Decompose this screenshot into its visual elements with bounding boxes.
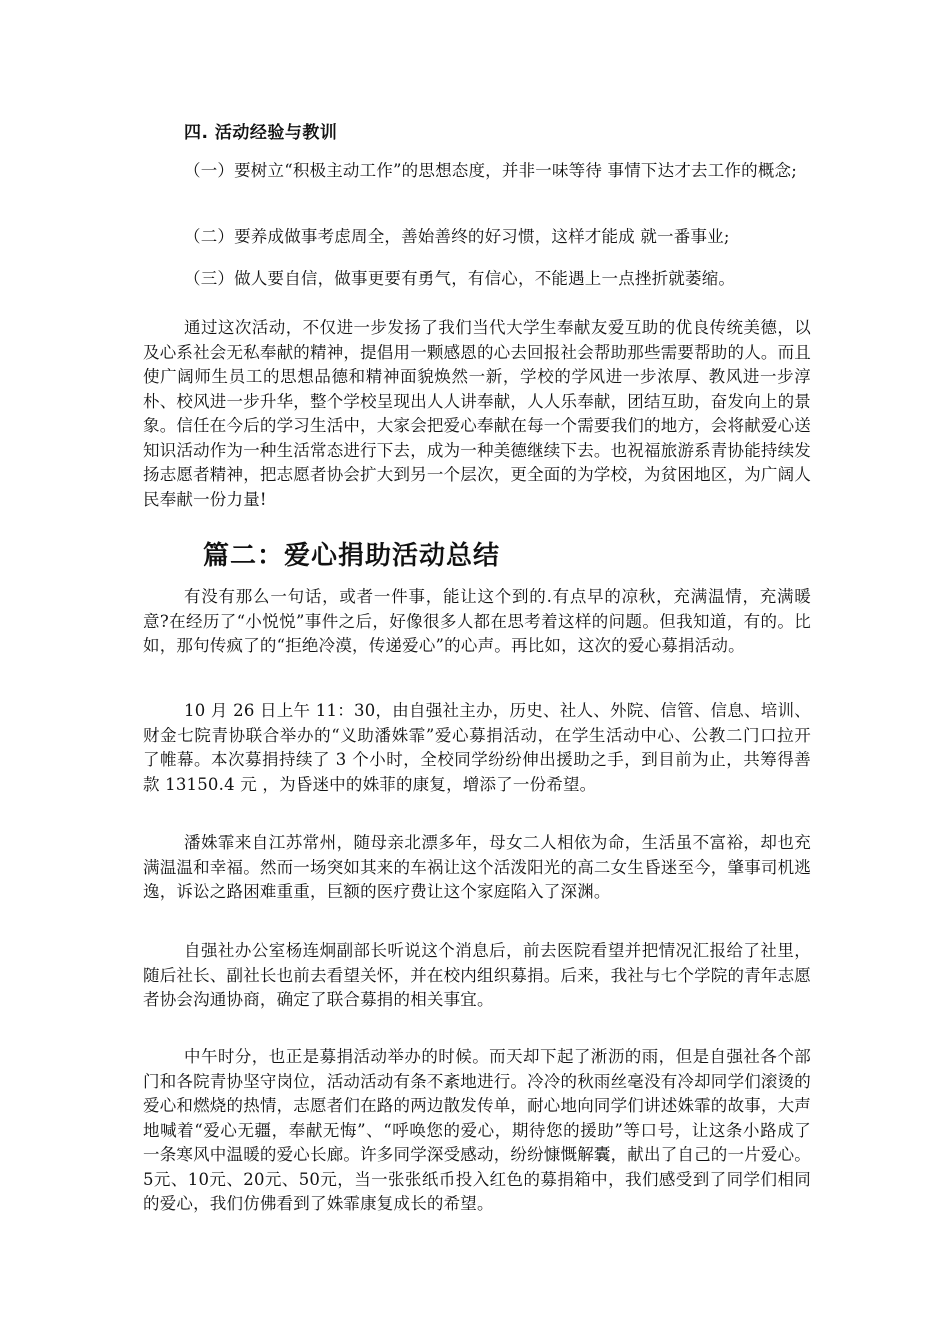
- conclusion-paragraph: [143, 316, 811, 512]
- lesson-item-2-text: （二）要养成做事考虑周全，善始善终的好习惯，这样才能成 就一番事业;: [184, 227, 730, 246]
- conclusion-text: 通过这次活动，不仅进一步发扬了我们当代大学生奉献友爱互助的优良传统美德，以及心系社会无私奉献的精神，提倡用一颗感恩的心去回报社会帮助那些需要帮助的人。而且使广阔师生员工的思想品德和精神面貌焕然一新，学校的学风进一步浓厚、教风进一步淳朴、校风进一步升华，整个学校呈现出人人讲奉献，人人乐奉献，团结互助，奋发向上的景象。信任在今后的学习生活中，大家会把爱心奉献在每一个需要我们的地方，会将献爱心送知识活动作为一种生活常态进行下去，成为一种美德继续下去。也祝福旅游系青协能持续发扬志愿者精神，把志愿者协会扩大到另一个层次，更全面的为学校，为贫困地区，为广阔人民奉献一份力量!: [143, 318, 811, 509]
- chapter-paragraph-4: [143, 939, 811, 1013]
- chapter-paragraph-4-text: 自强社办公室杨连炯副部长听说这个消息后，前去医院看望并把情况汇报给了社里，随后社长、副社长也前去看望关怀，并在校内组织募捐。后来，我社与七个学院的青年志愿者协会沟通协商，确定了联合募捐的相关事宜。: [143, 941, 811, 1009]
- lesson-item-2: [143, 225, 811, 250]
- lesson-item-1: [143, 159, 811, 184]
- chapter-paragraph-3-text: 潘姝霏来自江苏常州，随母亲北漂多年，母女二人相依为命，生活虽不富裕，却也充满温温和幸福。然而一场突如其来的车祸让这个活泼阳光的高二女生昏迷至今，肇事司机逃逸，诉讼之路困难重重，巨额的医疗费让这个家庭陷入了深渊。: [143, 833, 811, 901]
- chapter-paragraph-3: [143, 831, 811, 905]
- lesson-item-3: [143, 267, 811, 292]
- section-heading-lessons: 四. 活动经验与教训: [184, 123, 338, 143]
- chapter-paragraph-1-text: 有没有那么一句话，或者一件事，能让这个到的.有点早的凉秋，充满温情，充满暖意?在经历了“小悦悦”事件之后，好像很多人都在思考着这样的问题。但我知道，有的。比如，那句传疯了的“拒绝冷漠，传递爱心”的心声。再比如，这次的爱心募捐活动。: [143, 587, 811, 655]
- chapter-paragraph-5: [143, 1045, 811, 1217]
- chapter-title: 篇二：爱心捐助活动总结: [203, 541, 501, 571]
- chapter-paragraph-1: [143, 585, 811, 659]
- chapter-paragraph-2: [143, 699, 811, 797]
- chapter-paragraph-5-text: 中午时分，也正是募捐活动举办的时候。而天却下起了淅沥的雨，但是自强社各个部门和各院青协坚守岗位，活动活动有条不紊地进行。冷冷的秋雨丝毫没有冷却同学们滚烫的爱心和燃烧的热情，志愿者们在路的两边散发传单，耐心地向同学们讲述姝霏的故事，大声地喊着“爱心无疆，奉献无悔”、“呼唤您的爱心，期待您的援助”等口号，让这条小路成了一条寒风中温暖的爱心长廊。许多同学深受感动，纷纷慷慨解囊，献出了自己的一片爱心。5元、10元、20元、50元，当一张张纸币投入红色的募捐箱中，我们感受到了同学们相同的爱心，我们仿佛看到了姝霏康复成长的希望。: [143, 1047, 811, 1213]
- lesson-item-1-text: （一）要树立“积极主动工作”的思想态度，并非一味等待 事情下达才去工作的概念;: [184, 161, 797, 180]
- lesson-item-3-text: （三）做人要自信，做事更要有勇气，有信心，不能遇上一点挫折就萎缩。: [184, 269, 736, 288]
- chapter-paragraph-2-text: 10 月 26 日上午 11：30，由自强社主办，历史、社人、外院、信管、信息、培训、财金七院青协联合举办的“义助潘姝霏”爱心募捐活动，在学生活动中心、公教二门口拉开了帷幕。本次募捐持续了 3 个小时，全校同学纷纷伸出援助之手，到目前为止，共筹得善款 13150.4 元 ，为昏迷中的姝菲的康复，增添了一份希望。: [143, 701, 811, 794]
